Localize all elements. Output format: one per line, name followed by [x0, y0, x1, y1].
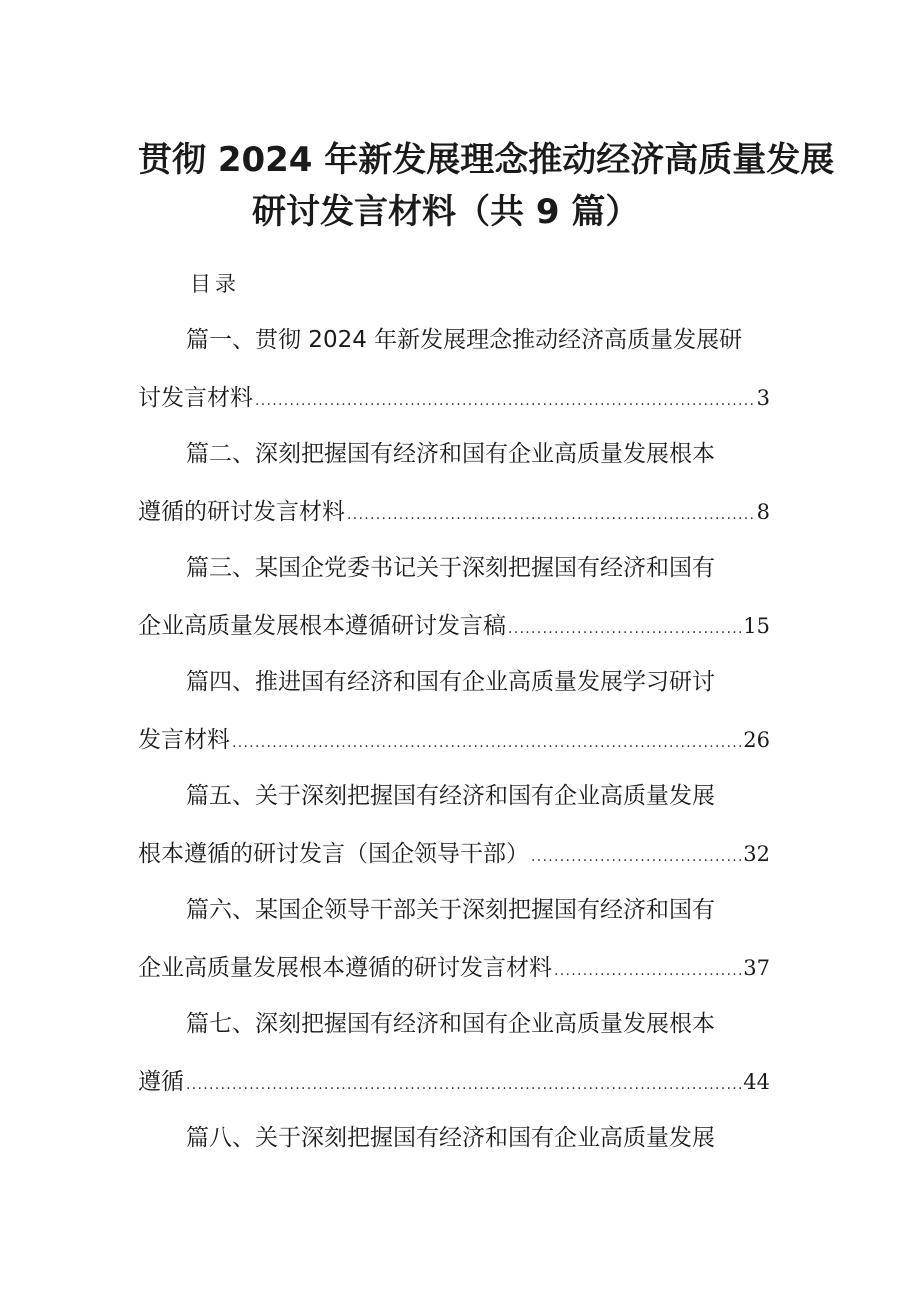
toc-entry-page-number: 26 — [743, 728, 770, 752]
dot-leader — [186, 1067, 741, 1103]
toc-entry-title: 篇六、某国企领导干部关于深刻把握国有经济和国有 — [186, 897, 715, 923]
toc-entry-title-continuation: 讨发言材料 — [138, 385, 253, 411]
toc-entry-title: 篇二、深刻把握国有经济和国有企业高质量发展根本 — [186, 441, 715, 467]
toc-entry[interactable] — [138, 1118, 770, 1178]
toc-entry-title-continuation: 企业高质量发展根本遵循的研讨发言材料 — [138, 955, 552, 981]
document-title-line-2: 研讨发言材料（共 9 篇） — [252, 192, 640, 232]
toc-entry-continuation — [138, 836, 770, 875]
toc-entry[interactable] — [138, 1004, 770, 1118]
toc-entry-continuation — [138, 1064, 770, 1103]
toc-entry-title-continuation: 发言材料 — [138, 727, 230, 753]
toc-entry-title: 篇八、关于深刻把握国有经济和国有企业高质量发展 — [186, 1125, 715, 1151]
toc-entry-title: 篇一、贯彻 2024 年新发展理念推动经济高质量发展研 — [186, 327, 743, 353]
toc-entry-title: 篇七、深刻把握国有经济和国有企业高质量发展根本 — [186, 1011, 715, 1037]
toc-entry[interactable] — [138, 662, 770, 776]
table-of-contents — [138, 320, 770, 1178]
toc-entry-page-number: 15 — [743, 614, 770, 638]
toc-entry-title-continuation: 根本遵循的研讨发言（国企领导干部） — [138, 841, 529, 867]
toc-entry[interactable] — [138, 320, 770, 434]
toc-entry-page-number: 32 — [743, 842, 770, 866]
toc-entry-continuation — [138, 608, 770, 647]
toc-entry-title: 篇五、关于深刻把握国有经济和国有企业高质量发展 — [186, 783, 715, 809]
toc-entry-continuation — [138, 950, 770, 989]
dot-leader — [508, 611, 741, 647]
toc-entry-continuation — [138, 494, 770, 533]
toc-entry[interactable] — [138, 434, 770, 548]
toc-entry[interactable] — [138, 776, 770, 890]
dot-leader — [232, 725, 741, 761]
dot-leader — [347, 497, 755, 533]
dot-leader — [554, 953, 741, 989]
toc-entry-page-number: 37 — [743, 956, 770, 980]
toc-heading: 目录 — [190, 272, 240, 296]
toc-entry-title: 篇三、某国企党委书记关于深刻把握国有经济和国有 — [186, 555, 715, 581]
toc-entry-continuation — [138, 722, 770, 761]
dot-leader — [255, 383, 755, 419]
toc-entry[interactable] — [138, 890, 770, 1004]
toc-entry-page-number: 44 — [743, 1070, 770, 1094]
toc-entry-title: 篇四、推进国有经济和国有企业高质量发展学习研讨 — [186, 669, 715, 695]
toc-entry-page-number: 8 — [756, 500, 770, 524]
toc-entry-page-number: 3 — [756, 386, 770, 410]
toc-entry-continuation — [138, 380, 770, 419]
document-title-line-1: 贯彻 2024 年新发展理念推动经济高质量发展 — [138, 140, 835, 180]
toc-entry-title-continuation: 企业高质量发展根本遵循研讨发言稿 — [138, 613, 506, 639]
dot-leader — [531, 839, 741, 875]
toc-entry-title-continuation: 遵循 — [138, 1069, 184, 1095]
toc-entry[interactable] — [138, 548, 770, 662]
toc-entry-title-continuation: 遵循的研讨发言材料 — [138, 499, 345, 525]
